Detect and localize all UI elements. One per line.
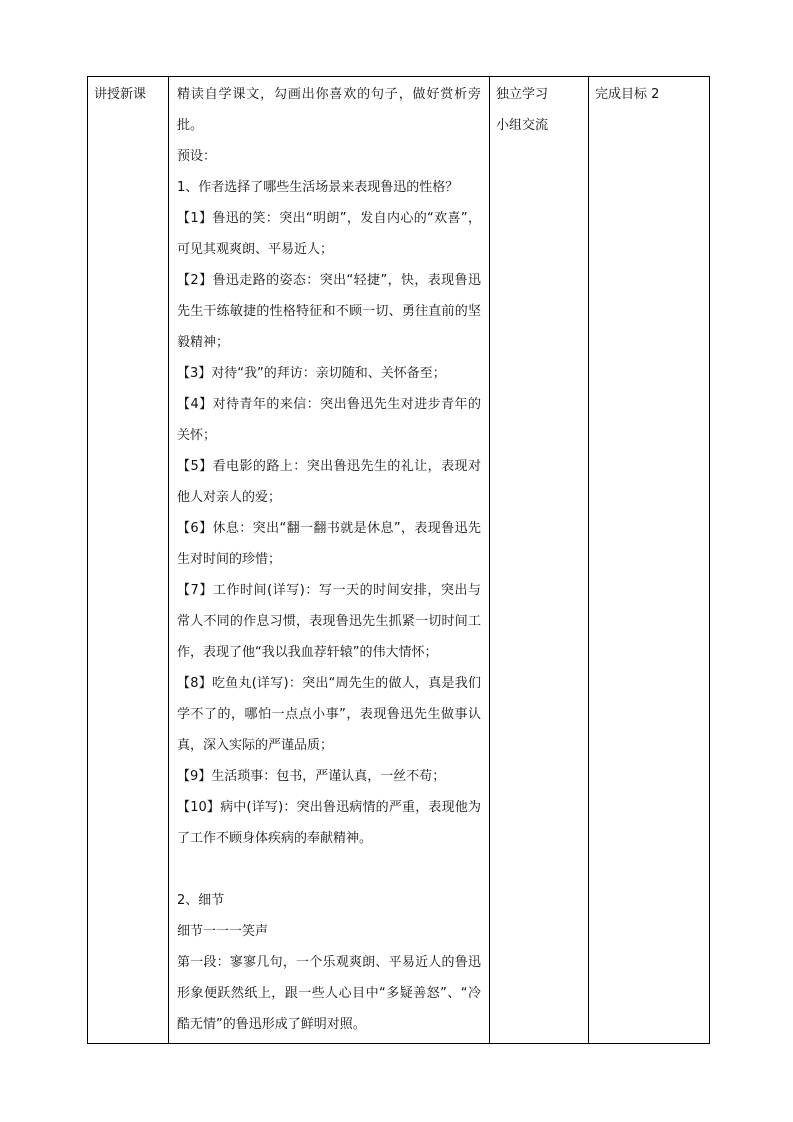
list-item: 【4】对待青年的来信：突出鲁迅先生对进步青年的关怀；: [177, 397, 481, 443]
preset-label: 预设：: [177, 149, 217, 164]
activity-cell: [169, 77, 490, 1044]
detail-title: 细节一一一笑声: [177, 924, 269, 939]
list-item: 【6】休息：突出“翻一翻书就是休息”，表现鲁迅先生对时间的珍惜；: [177, 521, 481, 567]
method-item: 小组交流: [496, 118, 549, 133]
list-item: 【7】工作时间(详写)：写一天的时间安排，突出与常人不同的作息习惯，表现鲁迅先生抓紧一切时间工作，表现了他“我以我血荐轩辕”的伟大情怀；: [177, 583, 481, 660]
list-item: 【1】鲁迅的笑：突出“明朗”，发自内心的“欢喜”，可见其观爽朗、平易近人；: [177, 211, 481, 257]
intro-text: 精读自学课文，勾画出你喜欢的句子，做好赏析旁批。: [177, 87, 481, 133]
list-item: 【2】鲁迅走路的姿态：突出“轻捷”，快，表现鲁迅先生干练敏捷的性格特征和不顾一切、勇往直前的坚毅精神；: [177, 273, 481, 350]
list-item: 【9】生活琐事：包书，严谨认真，一丝不苟；: [177, 769, 446, 784]
list-item: 【10】病中(详写)：突出鲁迅病情的严重，表现他为了工作不顾身体疾病的奉献精神。: [177, 800, 481, 846]
list-item: 【3】对待“我”的拜访：亲切随和、关怀备至；: [177, 366, 446, 381]
stage-label: 讲授新课: [94, 87, 147, 102]
question-2: 2、细节: [177, 893, 225, 908]
list-item: 【8】吃鱼丸(详写)：突出“周先生的做人，真是我们学不了的，哪怕一点点小事”，表现鲁迅先生做事认真，深入实际的严谨品质；: [177, 676, 481, 753]
lesson-plan-table: [87, 76, 710, 1044]
blank-line: [177, 854, 481, 885]
stage-cell: [88, 77, 169, 1044]
method-cell: [490, 77, 589, 1044]
goal-text: 完成目标 2: [595, 87, 660, 102]
list-item: 【5】看电影的路上：突出鲁迅先生的礼让，表现对他人对亲人的爱；: [177, 459, 481, 505]
goal-cell: [589, 77, 710, 1044]
table-row: [88, 77, 710, 1044]
question-1: 1、作者选择了哪些生活场景来表现鲁迅的性格？: [177, 180, 459, 195]
method-item: 独立学习: [496, 87, 549, 102]
detail-paragraph: 第一段：寥寥几句，一个乐观爽朗、平易近人的鲁迅形象便跃然纸上，跟一些人心目中“多疑善怒”、“冷酷无情”的鲁迅形成了鲜明对照。: [177, 955, 481, 1032]
